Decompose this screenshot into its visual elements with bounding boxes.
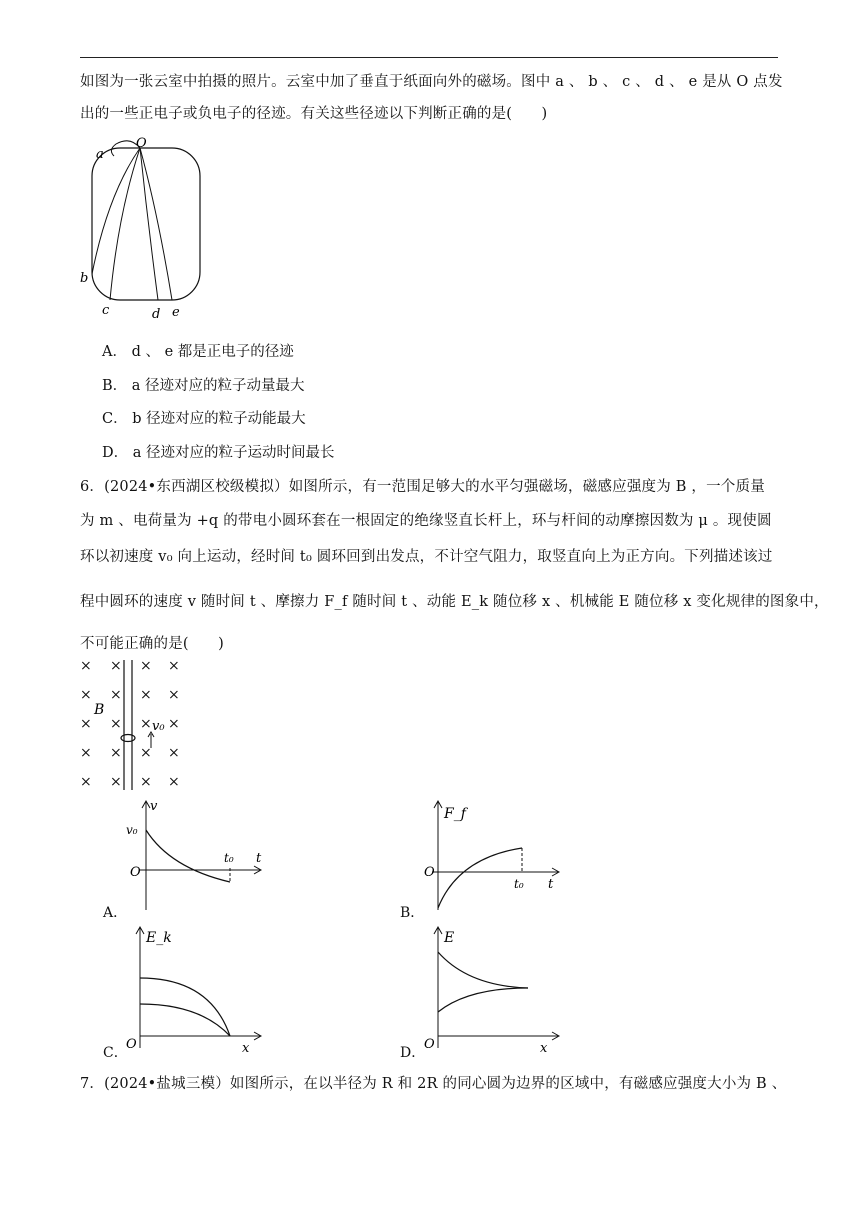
- graph-a-option: A．: [103, 905, 128, 921]
- svg-text:×: ×: [140, 658, 152, 674]
- svg-text:t₀: t₀: [224, 851, 234, 865]
- label-b: b: [80, 271, 89, 286]
- label-d: d: [152, 307, 161, 322]
- velocity-label-v0: v₀: [152, 719, 165, 734]
- svg-text:t: t: [548, 877, 554, 892]
- svg-text:v₀: v₀: [126, 823, 138, 837]
- q6-line-1: 6．(2024•东西湖区校级模拟）如图所示，有一范围足够大的水平匀强磁场，磁感应强度为 B ，一个质量: [80, 479, 765, 495]
- magnetic-field-figure: [76, 656, 186, 796]
- svg-text:×: ×: [168, 658, 180, 674]
- graph-c-option: C．: [103, 1045, 128, 1061]
- svg-text:E: E: [444, 930, 455, 946]
- svg-text:×: ×: [80, 745, 92, 761]
- cloud-chamber-figure: [78, 134, 208, 324]
- svg-text:v: v: [150, 799, 158, 814]
- label-a: a: [96, 147, 104, 162]
- label-O: O: [136, 136, 147, 151]
- q5-option-b: B． a 径迹对应的粒子动量最大: [102, 378, 305, 394]
- svg-text:O: O: [424, 865, 435, 880]
- svg-text:×: ×: [168, 716, 180, 732]
- label-c: c: [102, 303, 110, 318]
- q5-option-a: A． d 、 e 都是正电子的径迹: [102, 344, 294, 360]
- svg-text:x: x: [540, 1041, 548, 1056]
- svg-text:F_f: F_f: [444, 806, 466, 822]
- svg-text:×: ×: [80, 774, 92, 790]
- svg-text:x: x: [242, 1041, 250, 1056]
- graph-a: [100, 798, 270, 918]
- q6-line-5: 不可能正确的是( ): [80, 636, 225, 652]
- label-e: e: [172, 305, 180, 320]
- q6-line-3: 环以初速度 v₀ 向上运动，经时间 t₀ 圆环回到出发点，不计空气阻力，取竖直向上为正方向。下列描述该过: [80, 549, 773, 565]
- q5-line-2: 出的一些正电子或负电子的径迹。有关这些径迹以下判断正确的是( ): [80, 106, 548, 122]
- svg-text:×: ×: [140, 745, 152, 761]
- q5-line-1: 如图为一张云室中拍摄的照片。云室中加了垂直于纸面向外的磁场。图中 a 、 b 、 c 、 d 、 e 是从 O 点发: [80, 74, 783, 90]
- graph-d: [398, 924, 568, 1054]
- svg-text:×: ×: [168, 774, 180, 790]
- q5-option-d: D． a 径迹对应的粒子运动时间最长: [102, 445, 335, 461]
- svg-text:×: ×: [168, 745, 180, 761]
- q6-line-4: 程中圆环的速度 v 随时间 t 、摩擦力 F_f 随时间 t 、动能 E_k 随位移 x 、机械能 E 随位移 x 变化规律的图象中，: [80, 594, 829, 610]
- graph-b-option: B．: [400, 905, 425, 921]
- svg-text:×: ×: [140, 687, 152, 703]
- graph-d-option: D．: [400, 1045, 426, 1061]
- svg-text:×: ×: [140, 716, 152, 732]
- svg-text:×: ×: [110, 716, 122, 732]
- svg-text:×: ×: [110, 774, 122, 790]
- svg-text:t: t: [256, 851, 262, 866]
- svg-text:×: ×: [80, 658, 92, 674]
- q5-option-c: C． b 径迹对应的粒子动能最大: [102, 411, 306, 427]
- svg-text:×: ×: [110, 658, 122, 674]
- svg-text:×: ×: [110, 745, 122, 761]
- graph-c: [100, 924, 270, 1054]
- svg-text:×: ×: [80, 716, 92, 732]
- graph-b: [398, 798, 568, 918]
- q7-line-1: 7．(2024•盐城三模）如图所示，在以半径为 R 和 2R 的同心圆为边界的区域中，有磁感应强度大小为 B 、: [80, 1076, 787, 1092]
- svg-text:×: ×: [140, 774, 152, 790]
- svg-text:O: O: [424, 1037, 435, 1052]
- field-label-B: B: [94, 702, 105, 718]
- q6-line-2: 为 m 、电荷量为 +q 的带电小圆环套在一根固定的绝缘竖直长杆上，环与杆间的动摩擦因数为 μ 。现使圆: [80, 513, 772, 529]
- svg-text:×: ×: [168, 687, 180, 703]
- svg-text:×: ×: [110, 687, 122, 703]
- top-rule: [80, 57, 778, 58]
- svg-text:O: O: [130, 865, 141, 880]
- svg-text:O: O: [126, 1037, 137, 1052]
- svg-text:E_k: E_k: [146, 930, 172, 946]
- svg-text:t₀: t₀: [514, 877, 524, 891]
- svg-text:×: ×: [80, 687, 92, 703]
